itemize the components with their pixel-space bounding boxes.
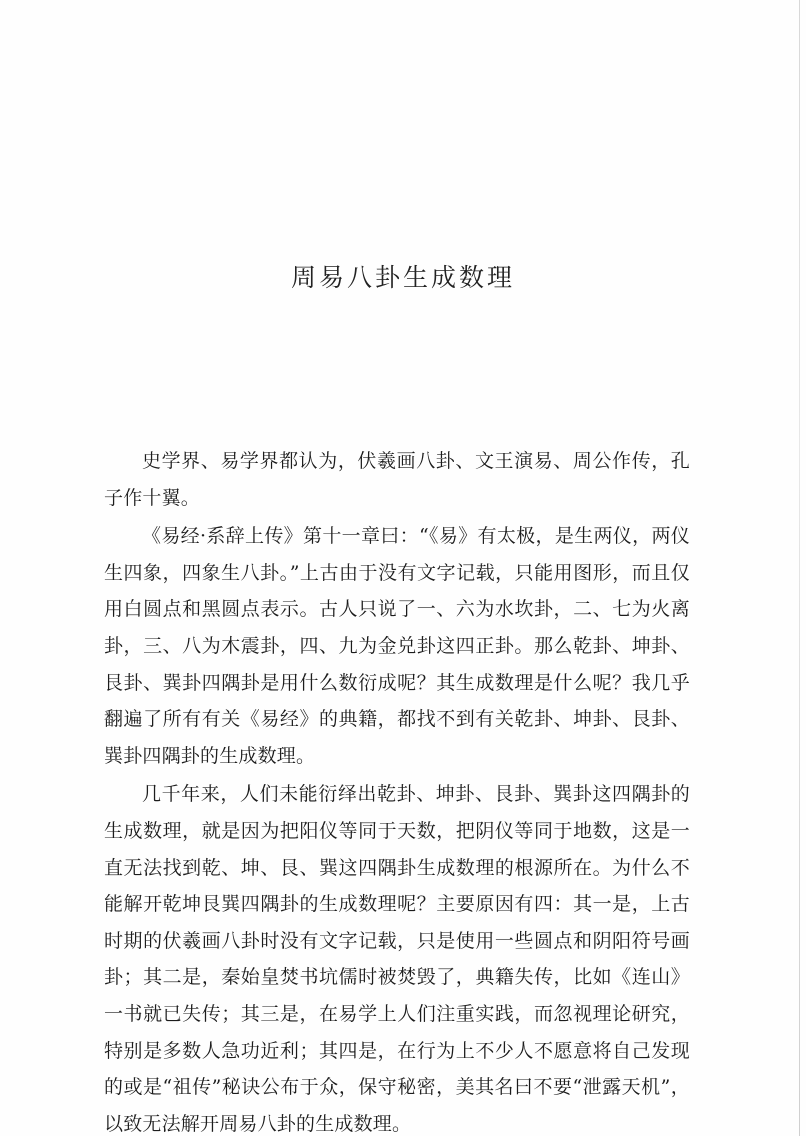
paragraph-1: 史学界、易学界都认为，伏羲画八卦、文王演易、周公作传，孔子作十翼。 xyxy=(104,450,690,509)
body-text xyxy=(104,443,690,1144)
paragraph-3: 几千年来，人们未能衍绎出乾卦、坤卦、艮卦、巽卦这四隅卦的生成数理，就是因为把阳仪等同于天数，把阴仪等同于地数，这是一直无法找到乾、坤、艮、巽这四隅卦生成数理的根源所在。为什么不能解开乾坤艮巽四隅卦的生成数理呢？主要原因有四：其一是，上古时期的伏羲画八卦时没有文字记载，只是使用一些圆点和阴阳符号画卦；其二是，秦始皇焚书坑儒时被焚毁了，典籍失传，比如《连山》一书就已失传；其三是，在易学上人们注重实践，而忽视理论研究，特别是多数人急功近利；其四是，在行为上不少人不愿意将自己发现的或是“祖传”秘诀公布于众，保守秘密，美其名曰不要“泄露天机”，以致无法解开周易八卦的生成数理。 xyxy=(104,783,690,1135)
paragraph-2: 《易经·系辞上传》第十一章曰：“《易》有太极，是生两仪，两仪生四象，四象生八卦。”上古由于没有文字记载，只能用图形，而且仅用白圆点和黑圆点表示。古人只说了一、六为水坎卦，二、七为火离卦，三、八为木震卦，四、九为金兑卦这四正卦。那么乾卦、坤卦、艮卦、巽卦四隅卦是用什么数衍成呢？其生成数理是什么呢？我几乎翻遍了所有有关《易经》的典籍，都找不到有关乾卦、坤卦、艮卦、巽卦四隅卦的生成数理。 xyxy=(104,525,690,767)
page-edge-shadow xyxy=(799,0,800,1136)
chapter-title: 周易八卦生成数理 xyxy=(290,263,515,292)
